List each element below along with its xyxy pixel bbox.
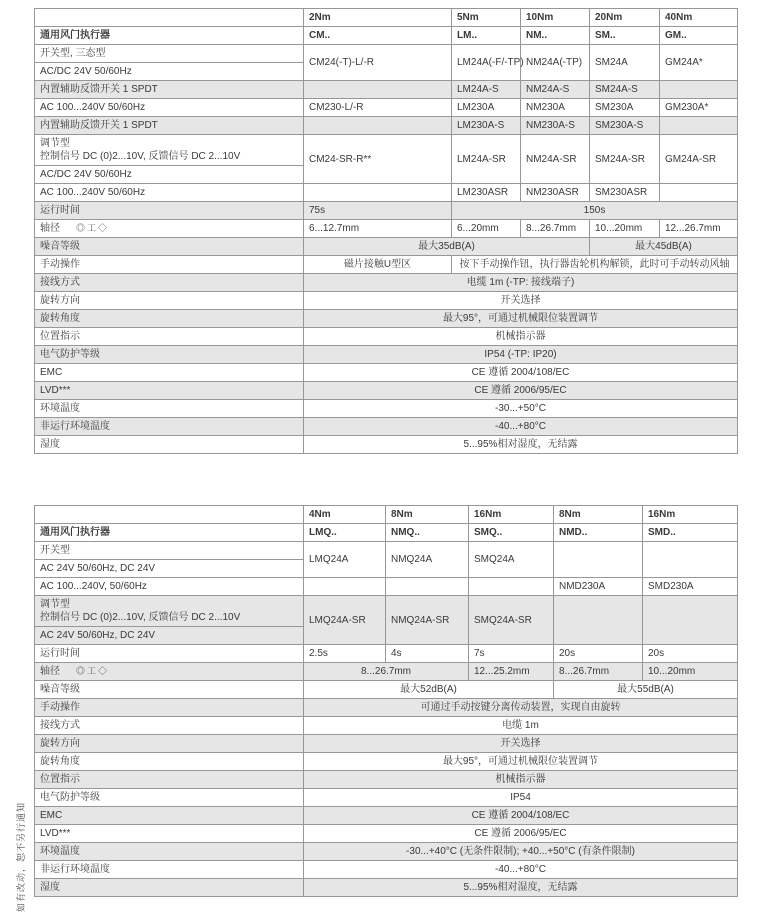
torque-header-cell: 5Nm bbox=[452, 9, 521, 27]
family-header-cell: NMQ.. bbox=[386, 524, 469, 542]
spec-value-cell: NM230A-S bbox=[521, 117, 590, 135]
spec-value-cell: CE 遵循 2004/108/EC bbox=[304, 364, 738, 382]
row-label: 旋转角度 bbox=[35, 753, 304, 771]
spec-value-cell bbox=[660, 184, 738, 202]
torque-header-cell: 8Nm bbox=[386, 506, 469, 524]
family-header-cell: LMQ.. bbox=[304, 524, 386, 542]
row-label: 内置辅助反馈开关 1 SPDT bbox=[35, 81, 304, 99]
spec-value-cell bbox=[304, 81, 452, 99]
row-label: LVD*** bbox=[35, 825, 304, 843]
row-label: 旋转角度 bbox=[35, 310, 304, 328]
spec-value-cell: GM24A* bbox=[660, 45, 738, 81]
row-label: 环境温度 bbox=[35, 400, 304, 418]
spec-value-cell: 可通过手动按键分离传动装置，实现自由旋转 bbox=[304, 699, 738, 717]
torque-header-cell: 4Nm bbox=[304, 506, 386, 524]
spec-value-cell: 最大35dB(A) bbox=[304, 238, 590, 256]
spec-value-cell: 最大95°，可通过机械限位装置调节 bbox=[304, 753, 738, 771]
spec-value-cell: 5...95%相对湿度，无结露 bbox=[304, 436, 738, 454]
family-header-cell: SMD.. bbox=[643, 524, 738, 542]
row-label: EMC bbox=[35, 364, 304, 382]
spec-value-cell: -30...+50°C bbox=[304, 400, 738, 418]
row-label: AC/DC 24V 50/60Hz bbox=[35, 63, 304, 81]
row-label: AC 100...240V 50/60Hz bbox=[35, 184, 304, 202]
spec-value-cell: 8...26.7mm bbox=[304, 663, 469, 681]
row-label: 运行时间 bbox=[35, 645, 304, 663]
spec-value-cell: 8...26.7mm bbox=[554, 663, 643, 681]
row-label: AC/DC 24V 50/60Hz bbox=[35, 166, 304, 184]
actuator-spec-table-1 bbox=[34, 8, 738, 454]
row-label: 湿度 bbox=[35, 436, 304, 454]
row-label: AC 24V 50/60Hz, DC 24V bbox=[35, 560, 304, 578]
spec-value-cell bbox=[660, 81, 738, 99]
row-label: AC 24V 50/60Hz, DC 24V bbox=[35, 627, 304, 645]
spec-value-cell: 150s bbox=[452, 202, 738, 220]
spec-value-cell: 75s bbox=[304, 202, 452, 220]
row-label: 旋转方向 bbox=[35, 292, 304, 310]
row-label: 轴径 ◎工◇ bbox=[35, 220, 304, 238]
row-label-line2: 控制信号 DC (0)2...10V, 反馈信号 DC 2...10V bbox=[40, 612, 241, 623]
spec-value-cell: 机械指示器 bbox=[304, 771, 738, 789]
spec-value-cell: IP54 bbox=[304, 789, 738, 807]
spec-value-cell: 5...95%相对湿度，无结露 bbox=[304, 879, 738, 897]
spec-value-cell: NMQ24A-SR bbox=[386, 596, 469, 645]
spec-value-cell: SM24A bbox=[590, 45, 660, 81]
row-label: 非运行环境温度 bbox=[35, 861, 304, 879]
family-header-cell: CM.. bbox=[304, 27, 452, 45]
spec-value-cell: SMQ24A bbox=[469, 542, 554, 578]
spec-value-cell: SMQ24A-SR bbox=[469, 596, 554, 645]
spec-value-cell: NM24A-SR bbox=[521, 135, 590, 184]
spec-value-cell: SM24A-S bbox=[590, 81, 660, 99]
row-label: 开关型, 三态型 bbox=[35, 45, 304, 63]
torque-header-cell: 2Nm bbox=[304, 9, 452, 27]
spec-value-cell: 开关选择 bbox=[304, 735, 738, 753]
spec-value-cell: 10...20mm bbox=[590, 220, 660, 238]
spec-value-cell: SM230A-S bbox=[590, 117, 660, 135]
spec-value-cell: -40...+80°C bbox=[304, 418, 738, 436]
torque-row-spacer bbox=[35, 506, 304, 524]
table-title: 通用风门执行器 bbox=[35, 27, 304, 45]
spec-value-cell: 最大52dB(A) bbox=[304, 681, 554, 699]
spec-value-cell bbox=[386, 578, 469, 596]
row-label: 内置辅助反馈开关 1 SPDT bbox=[35, 117, 304, 135]
spec-value-cell bbox=[643, 596, 738, 645]
row-label: AC 100...240V, 50/60Hz bbox=[35, 578, 304, 596]
row-label: LVD*** bbox=[35, 382, 304, 400]
round-shaft-icon: ◎ bbox=[76, 666, 88, 676]
spec-value-cell: CE 遵循 2004/108/EC bbox=[304, 807, 738, 825]
spec-value-cell: SM24A-SR bbox=[590, 135, 660, 184]
spec-value-cell: 电缆 1m (-TP: 接线端子) bbox=[304, 274, 738, 292]
family-header-cell: GM.. bbox=[660, 27, 738, 45]
spec-value-cell bbox=[643, 542, 738, 578]
spec-value-cell: NMQ24A bbox=[386, 542, 469, 578]
profile-shaft-icon: 工 bbox=[87, 223, 99, 233]
spec-value-cell: 最大95°，可通过机械限位装置调节 bbox=[304, 310, 738, 328]
spec-value-cell: 磁片接触U型区 bbox=[304, 256, 452, 274]
spec-value-cell: 20s bbox=[643, 645, 738, 663]
row-label: 电气防护等级 bbox=[35, 346, 304, 364]
square-shaft-icon: ◇ bbox=[98, 666, 110, 676]
spec-value-cell: NMD230A bbox=[554, 578, 643, 596]
spec-value-cell: CM24-SR-R** bbox=[304, 135, 452, 184]
row-label: 手动操作 bbox=[35, 256, 304, 274]
row-label: 电气防护等级 bbox=[35, 789, 304, 807]
row-label: 湿度 bbox=[35, 879, 304, 897]
spec-value-cell bbox=[660, 117, 738, 135]
spec-value-cell: 开关选择 bbox=[304, 292, 738, 310]
spec-value-cell: 12...25.2mm bbox=[469, 663, 554, 681]
row-label-line2: 控制信号 DC (0)2...10V, 反馈信号 DC 2...10V bbox=[40, 151, 241, 162]
spec-value-cell: SMD230A bbox=[643, 578, 738, 596]
spec-value-cell: IP54 (-TP: IP20) bbox=[304, 346, 738, 364]
row-label: 噪音等级 bbox=[35, 681, 304, 699]
spec-value-cell: 2.5s bbox=[304, 645, 386, 663]
spec-value-cell: LM230A bbox=[452, 99, 521, 117]
profile-shaft-icon: 工 bbox=[87, 666, 99, 676]
family-header-cell: LM.. bbox=[452, 27, 521, 45]
row-label: 噪音等级 bbox=[35, 238, 304, 256]
family-header-cell: NM.. bbox=[521, 27, 590, 45]
row-label: 运行时间 bbox=[35, 202, 304, 220]
spec-value-cell: 最大55dB(A) bbox=[554, 681, 738, 699]
row-label: 非运行环境温度 bbox=[35, 418, 304, 436]
family-header-cell: NMD.. bbox=[554, 524, 643, 542]
spec-value-cell: NM230ASR bbox=[521, 184, 590, 202]
spec-value-cell: CM24(-T)-L/-R bbox=[304, 45, 452, 81]
spec-value-cell: NM24A(-TP) bbox=[521, 45, 590, 81]
torque-header-cell: 16Nm bbox=[469, 506, 554, 524]
spec-value-cell bbox=[304, 578, 386, 596]
spec-value-cell: NM230A bbox=[521, 99, 590, 117]
spec-value-cell: 20s bbox=[554, 645, 643, 663]
spec-value-cell: NM24A-S bbox=[521, 81, 590, 99]
spec-value-cell: LM24A-S bbox=[452, 81, 521, 99]
spec-value-cell: -40...+80°C bbox=[304, 861, 738, 879]
torque-header-cell: 16Nm bbox=[643, 506, 738, 524]
spec-value-cell: -30...+40°C (无条件限制); +40...+50°C (有条件限制) bbox=[304, 843, 738, 861]
spec-value-cell: 最大45dB(A) bbox=[590, 238, 738, 256]
torque-header-cell: 10Nm bbox=[521, 9, 590, 27]
spec-value-cell: 6...20mm bbox=[452, 220, 521, 238]
row-label: 轴径 ◎工◇ bbox=[35, 663, 304, 681]
row-label: 位置指示 bbox=[35, 771, 304, 789]
spec-value-cell: 电缆 1m bbox=[304, 717, 738, 735]
torque-header-cell: 20Nm bbox=[590, 9, 660, 27]
spec-value-cell: SM230ASR bbox=[590, 184, 660, 202]
torque-header-cell: 40Nm bbox=[660, 9, 738, 27]
spec-value-cell: 4s bbox=[386, 645, 469, 663]
family-header-cell: SMQ.. bbox=[469, 524, 554, 542]
shaft-type-icons bbox=[76, 223, 109, 233]
spec-value-cell: LM24A(-F/-TP) bbox=[452, 45, 521, 81]
spec-value-cell: LM24A-SR bbox=[452, 135, 521, 184]
spec-value-cell: LM230ASR bbox=[452, 184, 521, 202]
family-header-cell: SM.. bbox=[590, 27, 660, 45]
spec-value-cell bbox=[554, 542, 643, 578]
row-label: 环境温度 bbox=[35, 843, 304, 861]
row-label: 位置指示 bbox=[35, 328, 304, 346]
disclaimer-vertical-text: 如有改动，恕不另行通知 bbox=[16, 801, 26, 912]
spec-value-cell bbox=[304, 184, 452, 202]
spec-value-cell bbox=[469, 578, 554, 596]
spec-value-cell: GM24A-SR bbox=[660, 135, 738, 184]
table-title: 通用风门执行器 bbox=[35, 524, 304, 542]
row-label: 调节型 控制信号 DC (0)2...10V, 反馈信号 DC 2...10V bbox=[35, 596, 304, 627]
spec-value-cell bbox=[304, 117, 452, 135]
torque-row-spacer bbox=[35, 9, 304, 27]
row-label: 接线方式 bbox=[35, 274, 304, 292]
row-label: EMC bbox=[35, 807, 304, 825]
round-shaft-icon: ◎ bbox=[76, 223, 88, 233]
spec-value-cell: 10...20mm bbox=[643, 663, 738, 681]
row-label: 开关型 bbox=[35, 542, 304, 560]
spec-value-cell: 机械指示器 bbox=[304, 328, 738, 346]
row-label: 旋转方向 bbox=[35, 735, 304, 753]
spec-value-cell: 按下手动操作钮，执行器齿轮机构解锁，此时可手动转动风轴 bbox=[452, 256, 738, 274]
row-label: 手动操作 bbox=[35, 699, 304, 717]
row-label: AC 100...240V 50/60Hz bbox=[35, 99, 304, 117]
torque-header-cell: 8Nm bbox=[554, 506, 643, 524]
spec-value-cell: 8...26.7mm bbox=[521, 220, 590, 238]
shaft-type-icons bbox=[76, 666, 109, 676]
row-label: 接线方式 bbox=[35, 717, 304, 735]
spec-value-cell: LMQ24A-SR bbox=[304, 596, 386, 645]
spec-value-cell: GM230A* bbox=[660, 99, 738, 117]
spec-value-cell: LMQ24A bbox=[304, 542, 386, 578]
spec-value-cell: 7s bbox=[469, 645, 554, 663]
square-shaft-icon: ◇ bbox=[98, 223, 110, 233]
row-label: 调节型 控制信号 DC (0)2...10V, 反馈信号 DC 2...10V bbox=[35, 135, 304, 166]
spec-value-cell: 12...26.7mm bbox=[660, 220, 738, 238]
spec-value-cell bbox=[554, 596, 643, 645]
spec-value-cell: CE 遵循 2006/95/EC bbox=[304, 382, 738, 400]
spec-value-cell: CE 遵循 2006/95/EC bbox=[304, 825, 738, 843]
spec-value-cell: SM230A bbox=[590, 99, 660, 117]
spec-value-cell: LM230A-S bbox=[452, 117, 521, 135]
actuator-spec-table-2 bbox=[34, 505, 738, 897]
spec-value-cell: 6...12.7mm bbox=[304, 220, 452, 238]
spec-value-cell: CM230-L/-R bbox=[304, 99, 452, 117]
